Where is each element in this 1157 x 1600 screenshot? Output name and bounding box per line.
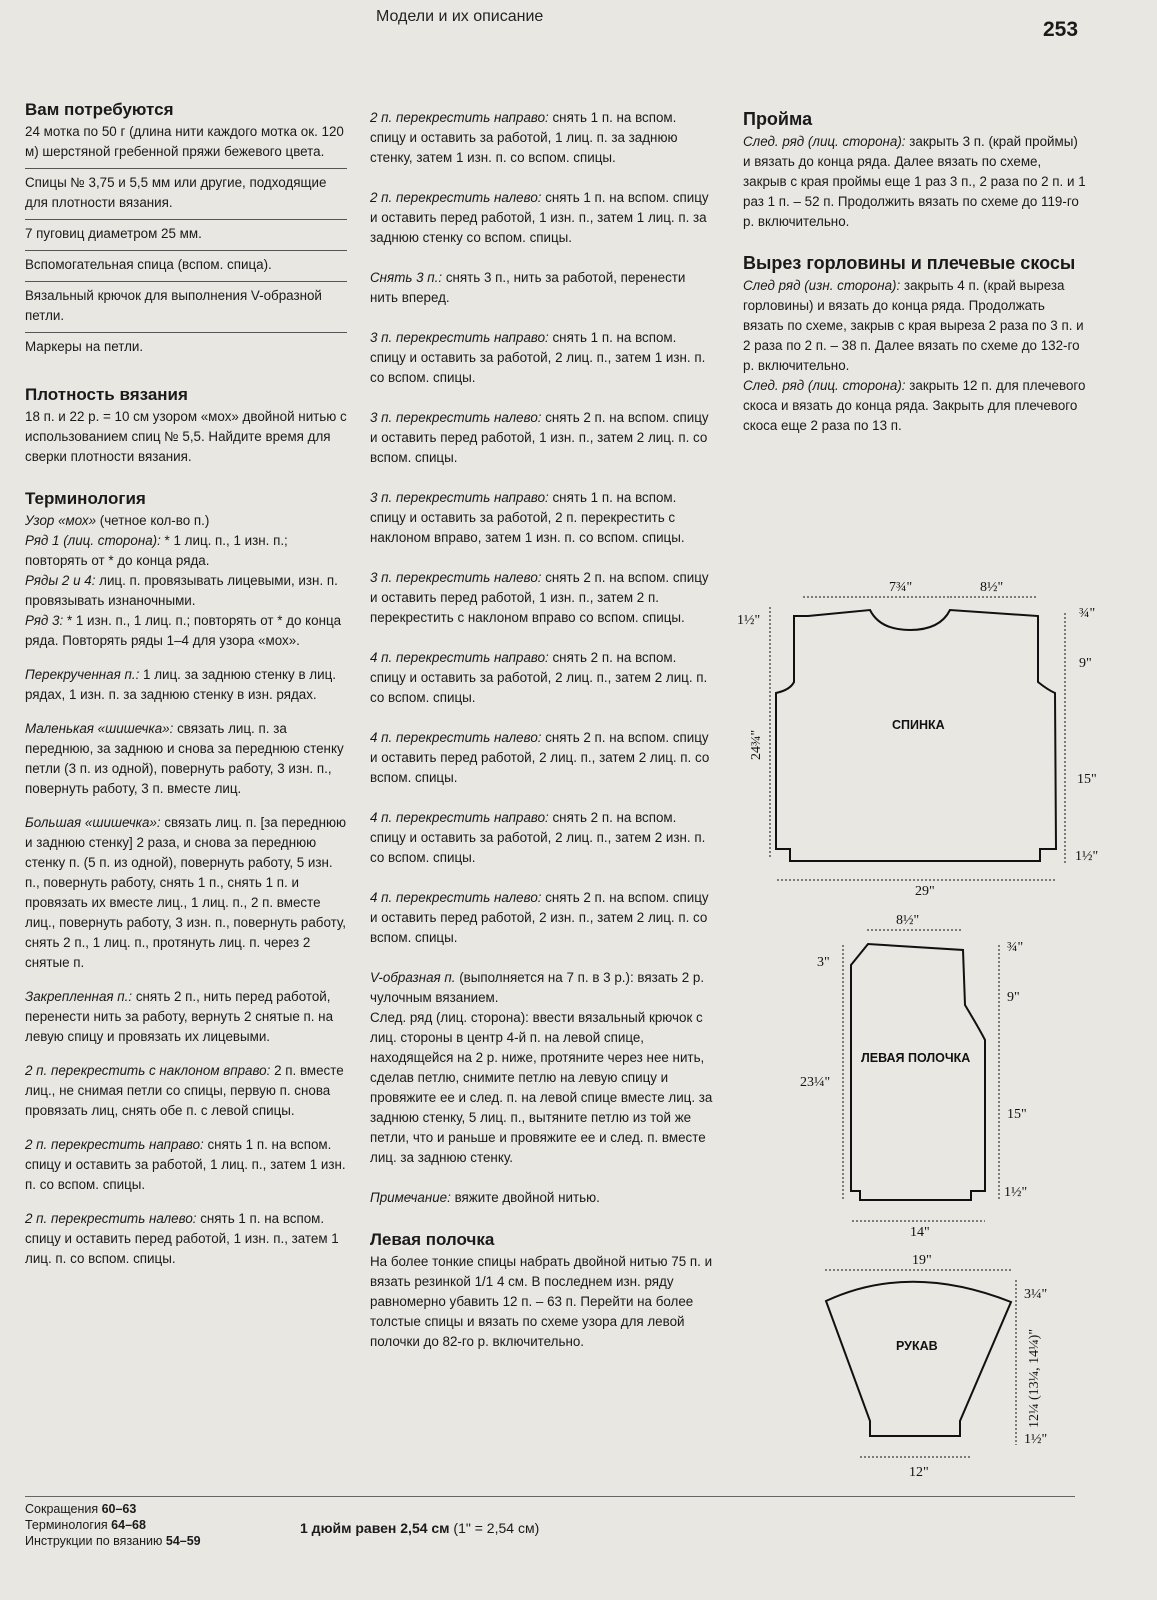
term-label: 3 п. перекрестить налево: xyxy=(370,410,542,425)
sleeve-right-side-dim: 12¼ (13¼, 14¼)" xyxy=(1027,1328,1042,1428)
ref-terminology xyxy=(25,1517,201,1533)
term-label: 4 п. перекрестить налево: xyxy=(370,890,542,905)
term-m4 xyxy=(370,328,715,388)
left-front-schematic xyxy=(800,913,1027,1240)
term-text: снять 1 п. на вспом. спицу и оставить за работой, 2 лиц. п., затем 1 изн. п. со вспом. спицы. xyxy=(370,330,706,385)
ref-instructions xyxy=(25,1533,201,1549)
term-2-cross-right xyxy=(25,1135,347,1195)
term-label: Большая «шишечка»: xyxy=(25,815,161,830)
term-m2 xyxy=(370,188,715,248)
term-label: 2 п. перекрестить налево: xyxy=(370,190,542,205)
term-text: снять 2 п. на вспом. спицу и оставить перед работой, 1 изн. п., затем 2 лиц. п. со вспом. спицы. xyxy=(370,410,709,465)
term-text: снять 1 п. на вспом. спицу и оставить перед работой, 1 изн. п., затем 1 лиц. п. со вспом. спицы. xyxy=(25,1211,339,1266)
moss-pattern xyxy=(25,511,347,531)
term-text: снять 2 п. на вспом. спицу и оставить перед работой, 1 изн. п., затем 2 п. перекрестить с наклоном вправо со вспом. спицы. xyxy=(370,570,709,625)
term-2-cross-right-slant xyxy=(25,1061,347,1121)
sleeve-top-dim: 19" xyxy=(912,1253,932,1268)
term-text: снять 2 п. на вспом. спицу и оставить за работой, 2 лиц. п., затем 2 лиц. п. со вспом. спицы. xyxy=(370,650,708,705)
left-front-width-dim: 14" xyxy=(910,1225,930,1240)
neck-label: След ряд (изн. сторона): xyxy=(743,278,901,293)
moss-row-3 xyxy=(25,611,347,651)
sleeve-outline xyxy=(826,1282,1011,1436)
list-item: Маркеры на петли. xyxy=(25,332,347,363)
conversion-bold: 1 дюйм равен 2,54 см xyxy=(300,1520,450,1536)
term-label: Снять 3 п.: xyxy=(370,270,443,285)
term-m3 xyxy=(370,268,715,308)
term-text: снять 2 п. на вспом. спицу и оставить за работой, 2 лиц. п., затем 2 изн. п. со вспом. спицы. xyxy=(370,810,706,865)
row3-label: Ряд 3: xyxy=(25,613,64,628)
running-title: Модели и их описание xyxy=(376,8,544,25)
back-outline xyxy=(776,610,1056,861)
ref-pages: 64–68 xyxy=(111,1518,146,1532)
row24-label: Ряды 2 и 4: xyxy=(25,573,96,588)
back-left-top-dim: 1½" xyxy=(737,613,761,628)
back-top-left-dim: 7¾" xyxy=(889,580,913,595)
term-v-stitch xyxy=(370,968,715,1008)
back-top-right-dim: 8½" xyxy=(980,580,1004,595)
row24-text: лиц. п. провязывать лицевыми, изн. п. провязывать изнаночными. xyxy=(25,573,338,608)
left-front-left-top-dim: 3" xyxy=(817,955,830,970)
term-m5 xyxy=(370,408,715,468)
shoulder-body: закрыть 12 п. для плечевого скоса и вязать до конца ряда. Закрыть для плечевого скоса еще 2 раза по 13 п. xyxy=(743,378,1086,433)
supplies-list xyxy=(25,122,347,363)
term-text: 1 лиц. за заднюю стенку в лиц. рядах, 1 изн. п. за заднюю стенку в изн. рядах. xyxy=(25,667,336,702)
back-name: СПИНКА xyxy=(892,718,945,732)
neck-body: закрыть 4 п. (край выреза горловины) и вязать до конца ряда. Продолжать вязать по схеме, закрыв с края выреза 2 раза по 3 п. и 2 раза по 2 п. – 38 п. Далее вязать по схеме до 132-го р. включительно. xyxy=(743,278,1084,373)
page-number: 253 xyxy=(1043,18,1079,41)
list-item: Спицы № 3,75 и 5,5 мм или другие, подходящие для плотности вязания. xyxy=(25,168,347,219)
note xyxy=(370,1188,715,1208)
left-front-text: На более тонкие спицы набрать двойной нитью 75 п. и вязать резинкой 1/1 4 см. В последнем изн. ряду равномерно убавить 12 п. – 63 п. Перейти на более толстые спицы и вязать по схеме узора для левой полочки до 82-го р. включительно. xyxy=(370,1254,713,1349)
moss-head-rest: (четное кол-во п.) xyxy=(96,513,210,528)
conversion-rest: (1" = 2,54 см) xyxy=(449,1520,540,1536)
term-m1 xyxy=(370,108,715,168)
armhole-label: След. ряд (лиц. сторона): xyxy=(743,134,906,149)
list-item: Вспомогательная спица (вспом. спица). xyxy=(25,250,347,281)
note-label: Примечание: xyxy=(370,1190,451,1205)
term-label: 2 п. перекрестить с наклоном вправо: xyxy=(25,1063,271,1078)
left-front-height-dim: 23¼" xyxy=(800,1075,831,1090)
ref-label: Сокращения xyxy=(25,1502,102,1516)
term-label: 2 п. перекрестить направо: xyxy=(25,1137,204,1152)
term-label: 2 п. перекрестить налево: xyxy=(25,1211,197,1226)
back-right-bottom-dim: 1½" xyxy=(1075,849,1099,864)
armhole-title: Пройма xyxy=(743,109,813,129)
term-m8 xyxy=(370,648,715,708)
inch-conversion xyxy=(300,1520,539,1536)
back-width-dim: 29" xyxy=(915,884,935,899)
row3-text: * 1 изн. п., 1 лиц. п.; повторять от * до конца ряда. Повторять ряды 1–4 для узора «мох». xyxy=(25,613,342,648)
left-front-right-bottom-dim: 1½" xyxy=(1004,1185,1028,1200)
term-text: снять 2 п., нить перед работой, перенести нить за работу, вернуть 2 снятые п. на левую спицу и провязать их лицевыми. xyxy=(25,989,334,1044)
term-m7 xyxy=(370,568,715,628)
term-text: связать лиц. п. [за переднюю и заднюю стенку] 2 раза, и снова за переднюю стенку п. (5 п. из одной), повернуть работу, 5 изн. п., повернуть работу, снять 1 п., снять 1 п. и провязать их вместе лиц., 1 лиц. п., 2 п. вместе лиц., повернуть работу, 3 изн. п., повернуть работу, снять 2 п., 1 лиц. п., протянуть лиц. п. через 2 снятые п. xyxy=(25,815,347,970)
term-label: 4 п. перекрестить направо: xyxy=(370,650,549,665)
list-item: 24 мотка по 50 г (длина нити каждого мотка ок. 120 м) шерстяной гребенной пряжи бежевого цвета. xyxy=(25,124,344,159)
left-front-name: ЛЕВАЯ ПОЛОЧКА xyxy=(861,1051,971,1065)
back-right-top-dim: ¾" xyxy=(1079,606,1096,621)
list-item: 7 пуговиц диаметром 25 мм. xyxy=(25,219,347,250)
terminology-title: Терминология xyxy=(25,489,146,508)
term-text: снять 1 п. на вспом. спицу и оставить перед работой, 1 изн. п., затем 1 лиц. п. за заднюю стенку со вспом. спицы. xyxy=(370,190,709,245)
term-label: 4 п. перекрестить налево: xyxy=(370,730,542,745)
middle-column xyxy=(370,108,715,1352)
term-text: снять 2 п. на вспом. спицу и оставить перед работой, 2 лиц. п., затем 2 лиц. п. со вспом. спицы. xyxy=(370,730,710,785)
moss-row-1 xyxy=(25,531,347,571)
sleeve-schematic xyxy=(825,1253,1047,1480)
moss-rows-2-4 xyxy=(25,571,347,611)
left-front-right-mid-dim: 9" xyxy=(1007,990,1020,1005)
term-label: 3 п. перекрестить направо: xyxy=(370,330,549,345)
term-m10 xyxy=(370,808,715,868)
armhole-body: закрыть 3 п. (край проймы) и вязать до конца ряда. Далее вязать по схеме, закрыв с края проймы еще 1 раз 3 п., 2 раза по 2 п. и 1 раз 1 п. – 52 п. Продолжить вязать по схеме до 119-го р. включительно. xyxy=(743,134,1086,229)
ref-label: Терминология xyxy=(25,1518,112,1532)
row1-text: * 1 лиц. п., 1 изн. п.; повторять от * до конца ряда. xyxy=(25,533,288,568)
term-m9 xyxy=(370,728,715,788)
term-text: снять 2 п. на вспом. спицу и оставить перед работой, 2 изн. п., затем 2 лиц. п. со вспом. спицы. xyxy=(370,890,709,945)
left-front-right-low-dim: 15" xyxy=(1007,1107,1027,1122)
term-text: снять 1 п. на вспом. спицу и оставить за работой, 1 лиц. п. за заднюю стенку, затем 1 изн. п. со вспом. спицы. xyxy=(370,110,678,165)
term-m6 xyxy=(370,488,715,548)
term-label: V-образная п. xyxy=(370,970,456,985)
shoulder-label: След. ряд (лиц. сторона): xyxy=(743,378,906,393)
sleeve-bottom-dim: 12" xyxy=(909,1465,929,1480)
back-height-dim: 24¾" xyxy=(749,729,764,760)
term-v-stitch-next-row: След. ряд (лиц. сторона): ввести вязальный крючок с лиц. стороны в центр 4-й п. на левой спице, находящейся на 2 р. ниже, протяните через нее нить, сделав петлю, снимите петлю на левую спицу и провяжите ее и след. п. на левой спице вместе лиц. за заднюю стенку, 5 лиц. п., вытяните петлю из той же петли, что и раньше и провяжите ее и след. п. вместе лиц. за заднюю стенку. xyxy=(370,1010,713,1165)
term-text: снять 3 п., нить за работой, перенести нить вперед. xyxy=(370,270,686,305)
footer-references xyxy=(25,1501,201,1549)
sleeve-right-top-dim: 3¼" xyxy=(1024,1287,1048,1302)
footer-divider xyxy=(25,1496,1075,1497)
schematics xyxy=(725,0,1099,1600)
term-large-bobble xyxy=(25,813,347,973)
gauge-text: 18 п. и 22 р. = 10 см узором «мох» двойной нитью с использованием спиц № 5,5. Найдите время для сверки плотности вязания. xyxy=(25,409,347,464)
left-column xyxy=(25,100,347,1269)
ref-pages: 54–59 xyxy=(165,1534,201,1548)
left-front-top-dim: 8½" xyxy=(896,913,920,928)
term-m11 xyxy=(370,888,715,948)
gauge-title: Плотность вязания xyxy=(25,385,188,404)
term-label: Закрепленная п.: xyxy=(25,989,133,1004)
term-label: 4 п. перекрестить направо: xyxy=(370,810,549,825)
moss-head: Узор «мох» xyxy=(25,513,97,528)
term-label: Перекрученная п.: xyxy=(25,667,140,682)
term-text: (выполняется на 7 п. в 3 р.): вязать 2 р. чулочным вязанием. xyxy=(370,970,705,1005)
term-2-cross-left xyxy=(25,1209,347,1269)
term-label: Маленькая «шишечка»: xyxy=(25,721,174,736)
ref-pages: 60–63 xyxy=(101,1502,137,1516)
sleeve-name: РУКАВ xyxy=(896,1339,938,1353)
neck-title: Вырез горловины и плечевые скосы xyxy=(743,253,1076,273)
term-twisted-stitch xyxy=(25,665,347,705)
term-label: 2 п. перекрестить направо: xyxy=(370,110,549,125)
left-front-right-top-dim: ¾" xyxy=(1007,940,1024,955)
left-front-title: Левая полочка xyxy=(370,1230,495,1249)
list-item: Вязальный крючок для выполнения V-образной петли. xyxy=(25,281,347,332)
ref-label: Инструкции по вязанию xyxy=(25,1534,166,1548)
note-text: вяжите двойной нитью. xyxy=(450,1190,600,1205)
sleeve-right-bottom-dim: 1½" xyxy=(1024,1432,1048,1447)
ref-abbreviations xyxy=(25,1501,201,1517)
term-text: снять 1 п. на вспом. спицу и оставить за работой, 2 п. перекрестить с наклоном вправо, затем 1 изн. п. со вспом. спицы. xyxy=(370,490,685,545)
back-right-mid-dim: 9" xyxy=(1079,656,1092,671)
term-label: 3 п. перекрестить направо: xyxy=(370,490,549,505)
supplies-title: Вам потребуются xyxy=(25,100,174,119)
left-front-outline xyxy=(851,944,985,1200)
term-fixed-stitch xyxy=(25,987,347,1047)
back-schematic xyxy=(737,580,1098,899)
term-small-bobble xyxy=(25,719,347,799)
term-text: связать лиц. п. за переднюю, за заднюю и снова за переднюю стенку петли (3 п. из одной), повернуть работу, 3 изн. п., повернуть работу, 3 п. вместе лиц. xyxy=(25,721,344,796)
back-right-low-dim: 15" xyxy=(1077,772,1097,787)
term-text: 2 п. вместе лиц., не снимая петли со спицы, первую п. снова провязать лиц, снять обе п. с левой спицы. xyxy=(25,1063,344,1118)
row1-label: Ряд 1 (лиц. сторона): xyxy=(25,533,161,548)
term-label: 3 п. перекрестить налево: xyxy=(370,570,542,585)
term-text: снять 1 п. на вспом. спицу и оставить за работой, 1 лиц. п., затем 1 изн. п. со вспом. спицы. xyxy=(25,1137,346,1192)
